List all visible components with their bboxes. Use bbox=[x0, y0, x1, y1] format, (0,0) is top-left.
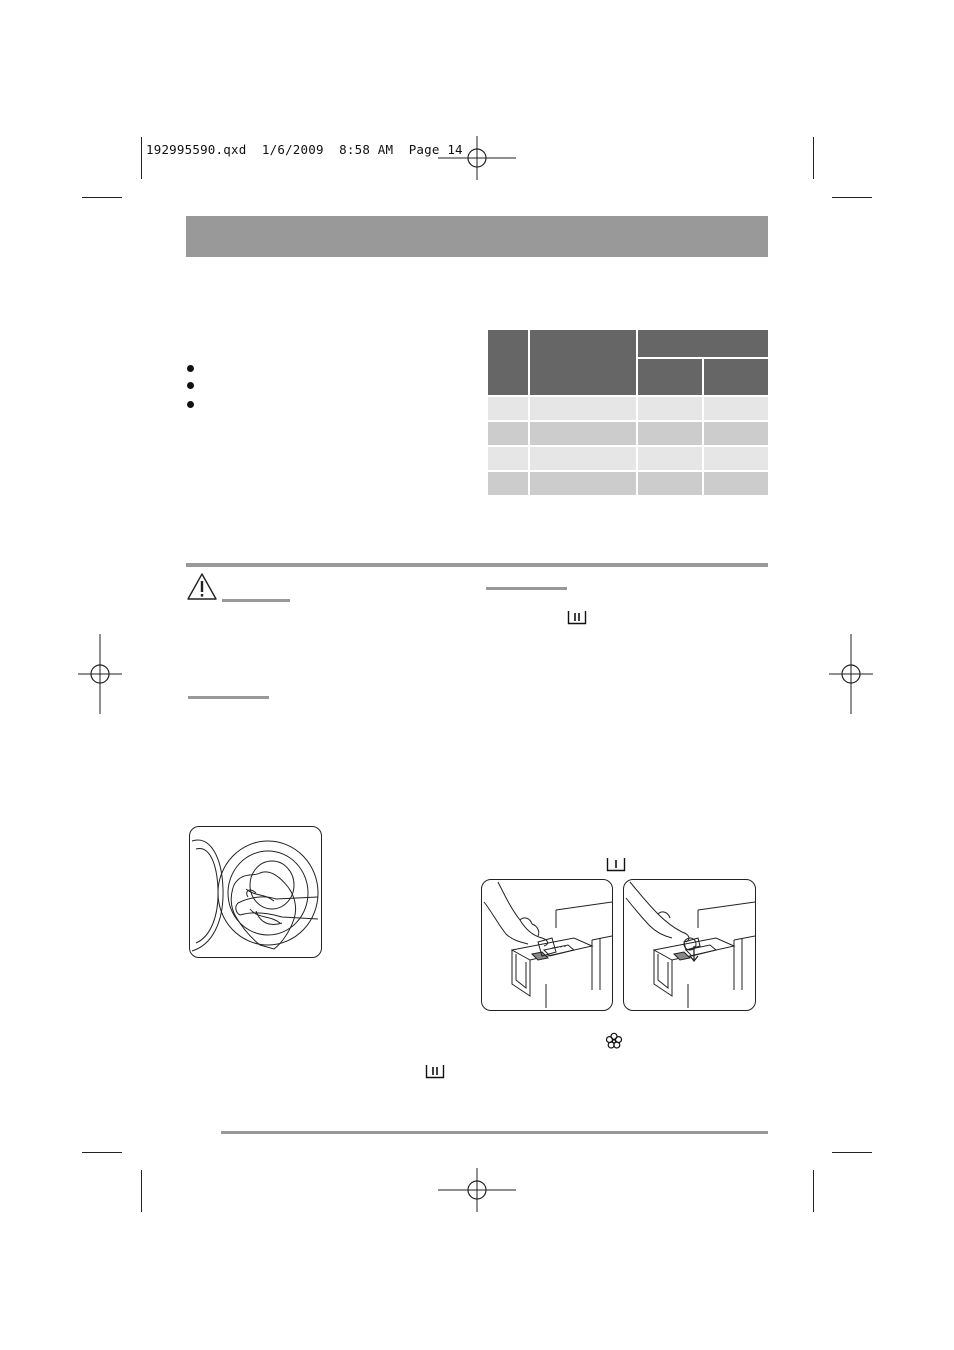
slug-date: 1/6/2009 bbox=[261, 142, 324, 157]
print-slug bbox=[146, 142, 463, 157]
compartment-II-icon bbox=[425, 1063, 445, 1079]
water-hardness-table bbox=[486, 328, 770, 497]
drawer-drawing-1 bbox=[482, 880, 612, 1010]
crop-mark-tr-v bbox=[813, 137, 814, 179]
drawer-flap-down-illustration bbox=[623, 879, 756, 1011]
crop-mark-bl-h bbox=[82, 1152, 122, 1153]
registration-mark-right bbox=[829, 634, 873, 714]
drawer-flap-up-illustration bbox=[481, 879, 613, 1011]
list-bullet bbox=[187, 401, 194, 408]
table-row bbox=[487, 421, 769, 446]
subheading-underline bbox=[222, 599, 290, 602]
warning-triangle-icon bbox=[186, 572, 218, 602]
registration-mark-left bbox=[78, 634, 122, 714]
subheading-underline bbox=[188, 696, 269, 699]
crop-mark-tr-h bbox=[832, 197, 872, 198]
table-header-cell bbox=[703, 358, 769, 396]
drum-and-hands-drawing bbox=[190, 827, 321, 957]
crop-mark-br-v bbox=[813, 1170, 814, 1212]
footer-rule bbox=[221, 1131, 768, 1134]
section-header-bar bbox=[186, 216, 768, 257]
compartment-I-icon bbox=[606, 856, 626, 872]
crop-mark-tl-h bbox=[82, 197, 122, 198]
table-header-cell bbox=[637, 358, 703, 396]
drawer-drawing-2 bbox=[624, 880, 755, 1010]
table-row bbox=[487, 471, 769, 496]
slug-time: 8:58 AM bbox=[339, 142, 394, 157]
crop-mark-bl-v bbox=[141, 1170, 142, 1212]
section-divider bbox=[186, 563, 768, 567]
slug-file: 192995590.qxd bbox=[146, 142, 247, 157]
registration-mark-top bbox=[438, 136, 518, 180]
crop-mark-br-h bbox=[832, 1152, 872, 1153]
compartment-II-icon bbox=[567, 609, 587, 625]
table-header-cell bbox=[529, 329, 637, 396]
list-bullet bbox=[187, 365, 194, 372]
list-bullet bbox=[187, 382, 194, 389]
registration-mark-bottom bbox=[438, 1168, 518, 1212]
table-row bbox=[487, 396, 769, 421]
subheading-underline bbox=[486, 587, 567, 590]
slug-page: Page 14 bbox=[408, 142, 463, 157]
table-row bbox=[487, 446, 769, 471]
table-header-cell bbox=[487, 329, 529, 396]
loading-laundry-illustration bbox=[189, 826, 322, 958]
table-header-cell bbox=[637, 329, 769, 358]
flower-softener-icon bbox=[605, 1032, 623, 1050]
crop-mark-tl-v bbox=[141, 137, 142, 179]
